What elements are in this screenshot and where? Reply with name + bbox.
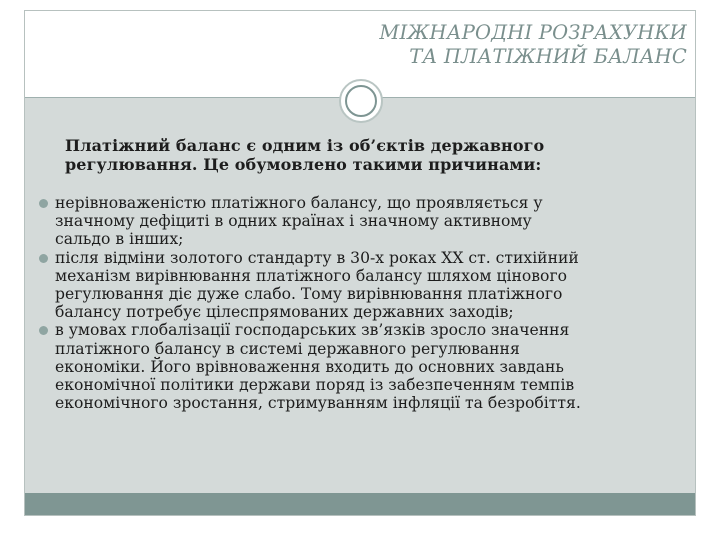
bullet-item-2	[39, 249, 679, 322]
slide-title-line-1: МІЖНАРОДНІ РОЗРАХУНКИ	[379, 21, 687, 44]
bullet-2-line-4: балансу потребує цілеспрямованих державних заходів;	[55, 303, 514, 322]
bullet-dot-icon	[39, 326, 48, 335]
slide-title	[379, 21, 687, 69]
slide-content	[25, 98, 695, 493]
slide-frame	[24, 10, 696, 516]
bottom-bar	[25, 493, 695, 515]
bullet-1-line-2: значному дефіциті в одних країнах і значному активному	[55, 212, 532, 231]
bullet-item-3	[39, 321, 679, 412]
bullet-2-line-1: після відміни золотого стандарту в 30-х роках XX ст. стихійний	[55, 248, 579, 267]
bullet-1-line-3: сальдо в інших;	[55, 230, 184, 249]
bullet-2-line-2: механізм вирівнювання платіжного балансу шляхом цінового	[55, 266, 567, 285]
slide-title-line-2: ТА ПЛАТІЖНИЙ БАЛАНС	[409, 45, 687, 68]
bullet-item-1	[39, 194, 679, 249]
lead-line-1: Платіжний баланс є одним із об’єктів державного	[65, 136, 545, 155]
bullet-dot-icon	[39, 199, 48, 208]
bullet-2-line-3: регулювання діє дуже слабо. Тому вирівнювання платіжного	[55, 285, 563, 304]
bullet-dot-icon	[39, 254, 48, 263]
bullet-3-line-4: економічної політики держави поряд із забезпеченням темпів	[55, 376, 575, 395]
bullet-3-line-3: економіки. Його врівноваження входить до основних завдань	[55, 357, 564, 376]
bullet-1-line-1: нерівноваженістю платіжного балансу, що проявляється у	[55, 194, 543, 212]
bullet-3-line-1: в умовах глобалізації господарських зв’язків зросло значення	[55, 321, 570, 340]
bullet-list	[39, 194, 679, 412]
bullet-3-line-2: платіжного балансу в системі державного регулювання	[55, 339, 520, 358]
lead-paragraph	[65, 136, 665, 174]
circle-ornament-inner	[345, 85, 377, 117]
lead-line-2: регулювання. Це обумовлено такими причинами:	[65, 155, 542, 174]
bullet-3-line-5: економічного зростання, стримуванням інфляції та безробіття.	[55, 394, 581, 413]
circle-ornament-icon	[339, 79, 383, 123]
